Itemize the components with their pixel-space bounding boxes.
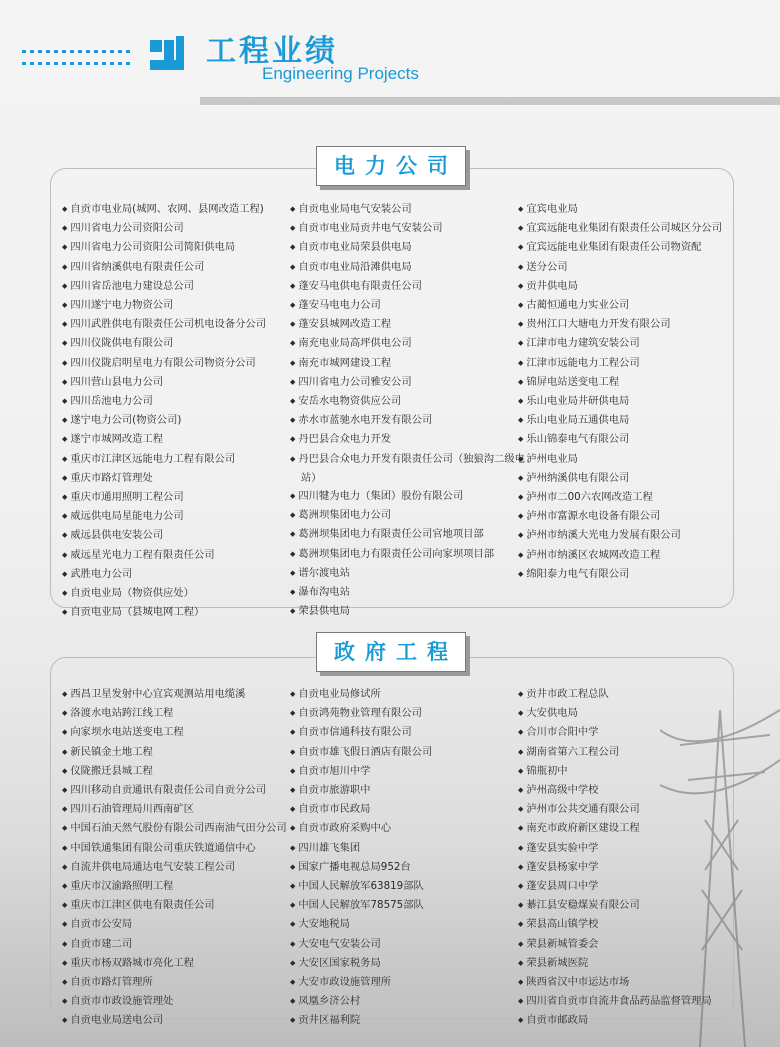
list-item: ◆ 中国铁通集团有限公司重庆铁道通信中心	[62, 839, 297, 858]
list-item: ◆ 四川营山县电力公司	[62, 373, 297, 392]
list-item: ◆ 蓬安县杨家中学	[518, 858, 753, 877]
dotted-lines-icon	[22, 42, 142, 68]
list-item: ◆ 自贡电业局修试所	[290, 685, 525, 704]
list-item: ◆ 新民镇金土地工程	[62, 743, 297, 762]
list-item: ◆ 自贡电业局电气安装公司	[290, 200, 525, 219]
list-item: ◆ 葛洲坝集团电力有限责任公司官地项目部	[290, 525, 525, 544]
list-item: ◆ 四川仪陇供电有限公司	[62, 334, 297, 353]
list-item: ◆ 武胜电力公司	[62, 565, 297, 584]
list-item: ◆ 自贡鸿苑物业管理有限公司	[290, 704, 525, 723]
list-item: ◆ 中国人民解放军63819部队	[290, 877, 525, 896]
column	[518, 200, 753, 584]
list-item: ◆ 南充市政府新区建设工程	[518, 819, 753, 838]
list-item: ◆ 四川省电力公司资阳公司	[62, 219, 297, 238]
header-logo-icon	[148, 34, 188, 72]
list-item: ◆ 四川省纳溪供电有限责任公司	[62, 258, 297, 277]
list-item: ◆ 四川雄飞集团	[290, 839, 525, 858]
list-item: ◆ 重庆市江津区远能电力工程有限公司	[62, 450, 297, 469]
list-item: ◆ 宜宾电业局	[518, 200, 753, 219]
list-item: ◆ 自贡市市政设施管理处	[62, 992, 297, 1011]
list-item: ◆ 乐山锦泰电气有限公司	[518, 430, 753, 449]
list-item: ◆ 贡井市政工程总队	[518, 685, 753, 704]
list-item: ◆ 四川仪陇启明星电力有限公司物资分公司	[62, 354, 297, 373]
list-item: ◆ 宜宾远能电业集团有限责任公司城区分公司	[518, 219, 753, 238]
list-item: ◆ 自贡市雄飞假日酒店有限公司	[290, 743, 525, 762]
list-item: ◆ 南充市城网建设工程	[290, 354, 525, 373]
list-item: ◆ 自贡市旅游职中	[290, 781, 525, 800]
list-item: ◆ 绵阳泰力电气有限公司	[518, 565, 753, 584]
list-item: ◆ 乐山电业局井研供电局	[518, 392, 753, 411]
list-item: ◆ 仪陇搬迁县城工程	[62, 762, 297, 781]
list-item: ◆ 安岳水电物资供应公司	[290, 392, 525, 411]
list-item: ◆ 向家坝水电站送变电工程	[62, 723, 297, 742]
list-item: ◆ 自贡市政府采购中心	[290, 819, 525, 838]
list-item: ◆ 洛渡水电站跨江线工程	[62, 704, 297, 723]
list-item: ◆ 江津市电力建筑安装公司	[518, 334, 753, 353]
list-item: ◆ 自贡市电业局沿滩供电局	[290, 258, 525, 277]
list-item: ◆ 泸州高级中学校	[518, 781, 753, 800]
column	[62, 685, 297, 1031]
list-item: ◆ 丹巴县合众电力开发	[290, 430, 525, 449]
list-item: ◆ 遂宁电力公司(物资公司)	[62, 411, 297, 430]
list-item: ◆ 四川省自贡市自流井食品药品监督管理局	[518, 992, 753, 1011]
list-item: ◆ 重庆市通用照明工程公司	[62, 488, 297, 507]
list-item: ◆ 泸州纳溪供电有限公司	[518, 469, 753, 488]
list-item: ◆ 葛洲坝集团电力有限责任公司向家坝项目部	[290, 545, 525, 564]
list-item: ◆ 自贡市公安局	[62, 915, 297, 934]
header-divider	[200, 97, 780, 105]
list-item: ◆ 凤凰乡济公村	[290, 992, 525, 1011]
list-item: ◆ 陕西省汉中市运达市场	[518, 973, 753, 992]
list-item: ◆ 湖南省第六工程公司	[518, 743, 753, 762]
list-item: ◆ 威远县供电安装公司	[62, 526, 297, 545]
list-item: ◆ 江津市远能电力工程公司	[518, 354, 753, 373]
column	[290, 200, 525, 621]
list-item: ◆ 古蔺恒通电力实业公司	[518, 296, 753, 315]
list-item: ◆ 四川省电力公司资阳公司简阳供电局	[62, 238, 297, 257]
list-item: ◆ 四川岳池电力公司	[62, 392, 297, 411]
list-item: ◆ 中国石油天然气股份有限公司西南油气田分公司	[62, 819, 297, 838]
list-item: ◆ 瀑布沟电站	[290, 583, 525, 602]
list-item: ◆ 大安供电局	[518, 704, 753, 723]
list-item: ◆ 自贡市电业局荣县供电局	[290, 238, 525, 257]
list-item: ◆ 国家广播电视总局952台	[290, 858, 525, 877]
list-item: ◆ 丹巴县合众电力开发有限责任公司（独狼沟二级电站）	[290, 450, 526, 487]
list-item: ◆ 自流井供电局通达电气安装工程公司	[62, 858, 297, 877]
section-title-power: 电力公司	[316, 146, 466, 186]
list-item: ◆ 四川石油管理局川西南矿区	[62, 800, 297, 819]
list-item: ◆ 送分公司	[518, 258, 753, 277]
list-item: ◆ 荣县高山镇学校	[518, 915, 753, 934]
page-subtitle: Engineering Projects	[262, 64, 419, 83]
list-item: ◆ 重庆市杨双路城市亮化工程	[62, 954, 297, 973]
list-item: ◆ 泸州市纳溪区农城网改造工程	[518, 546, 753, 565]
list-item: ◆ 四川武胜供电有限责任公司机电设备分公司	[62, 315, 297, 334]
list-item: ◆ 大安电气安装公司	[290, 935, 525, 954]
list-item: ◆ 綦江县安稳煤炭有限公司	[518, 896, 753, 915]
list-item: ◆ 锦瓶初中	[518, 762, 753, 781]
list-item: ◆ 泸州市纳溪大光电力发展有限公司	[518, 526, 753, 545]
list-item: ◆ 自贡市电业局贡井电气安装公司	[290, 219, 525, 238]
list-item: ◆ 谱尔渡电站	[290, 564, 525, 583]
list-item: ◆ 自贡市建二司	[62, 935, 297, 954]
list-item: ◆ 自贡市市民政局	[290, 800, 525, 819]
list-item: ◆ 四川省岳池电力建设总公司	[62, 277, 297, 296]
list-item: ◆ 泸州市富源水电设备有限公司	[518, 507, 753, 526]
column	[290, 685, 525, 1031]
list-item: ◆ 重庆市江津区供电有限责任公司	[62, 896, 297, 915]
list-item: ◆ 蓬安马电电力公司	[290, 296, 525, 315]
list-item: ◆ 威远星光电力工程有限责任公司	[62, 546, 297, 565]
list-item: ◆ 宜宾远能电业集团有限责任公司物资配	[518, 238, 753, 257]
list-item: ◆ 西昌卫星发射中心宜宾观测站用电缆溪	[62, 685, 297, 704]
list-item: ◆ 贡井区福利院	[290, 1011, 525, 1030]
list-item: ◆ 大安地税局	[290, 915, 525, 934]
list-item: ◆ 遂宁市城网改造工程	[62, 430, 297, 449]
list-item: ◆ 荣县供电局	[290, 602, 525, 621]
list-item: ◆ 四川省电力公司雅安公司	[290, 373, 525, 392]
list-item: ◆ 泸州市二00六农网改造工程	[518, 488, 753, 507]
list-item: ◆ 重庆市汉渝路照明工程	[62, 877, 297, 896]
list-item: ◆ 蓬安马电供电有限责任公司	[290, 277, 525, 296]
list-item: ◆ 四川犍为电力（集团）股份有限公司	[290, 487, 525, 506]
list-item: ◆ 四川移动自贡通讯有限责任公司自贡分公司	[62, 781, 297, 800]
list-item: ◆ 中国人民解放军78575部队	[290, 896, 525, 915]
list-item: ◆ 大安区国家税务局	[290, 954, 525, 973]
list-item: ◆ 大安市政设施管理所	[290, 973, 525, 992]
list-item: ◆ 荣县新城管委会	[518, 935, 753, 954]
list-item: ◆ 蓬安县城网改造工程	[290, 315, 525, 334]
list-item: ◆ 泸州市公共交通有限公司	[518, 800, 753, 819]
list-item: ◆ 自贡电业局（县城电网工程）	[62, 603, 297, 622]
list-item: ◆ 乐山电业局五通供电局	[518, 411, 753, 430]
list-item: ◆ 贵州江口大塘电力开发有限公司	[518, 315, 753, 334]
list-item: ◆ 赤水市蓝驰水电开发有限公司	[290, 411, 525, 430]
list-item: ◆ 四川遂宁电力物资公司	[62, 296, 297, 315]
list-item: ◆ 自贡市路灯管理所	[62, 973, 297, 992]
list-item: ◆ 自贡市信通科技有限公司	[290, 723, 525, 742]
list-item: ◆ 荣县新城医院	[518, 954, 753, 973]
list-item: ◆ 自贡电业局送电公司	[62, 1011, 297, 1030]
power-pylon-icon	[660, 690, 780, 1047]
list-item: ◆ 合川市合阳中学	[518, 723, 753, 742]
list-item: ◆ 自贡市邮政局	[518, 1011, 753, 1030]
list-item: ◆ 贡井供电局	[518, 277, 753, 296]
page-title: 工程业绩	[206, 34, 338, 69]
list-item: ◆ 重庆市路灯管理处	[62, 469, 297, 488]
list-item: ◆ 南充电业局高坪供电公司	[290, 334, 525, 353]
list-item: ◆ 葛洲坝集团电力公司	[290, 506, 525, 525]
section-title-government: 政府工程	[316, 632, 466, 672]
list-item: ◆ 自贡市旭川中学	[290, 762, 525, 781]
list-item: ◆ 泸州电业局	[518, 450, 753, 469]
list-item: ◆ 威远供电局星能电力公司	[62, 507, 297, 526]
list-item: ◆ 自贡电业局（物资供应处）	[62, 584, 297, 603]
list-item: ◆ 蓬安县周口中学	[518, 877, 753, 896]
list-item: ◆ 锦屏电站送变电工程	[518, 373, 753, 392]
column	[62, 200, 297, 622]
list-item: ◆ 蓬安县实验中学	[518, 839, 753, 858]
list-item: ◆ 自贡市电业局(城网、农网、县网改造工程)	[62, 200, 297, 219]
